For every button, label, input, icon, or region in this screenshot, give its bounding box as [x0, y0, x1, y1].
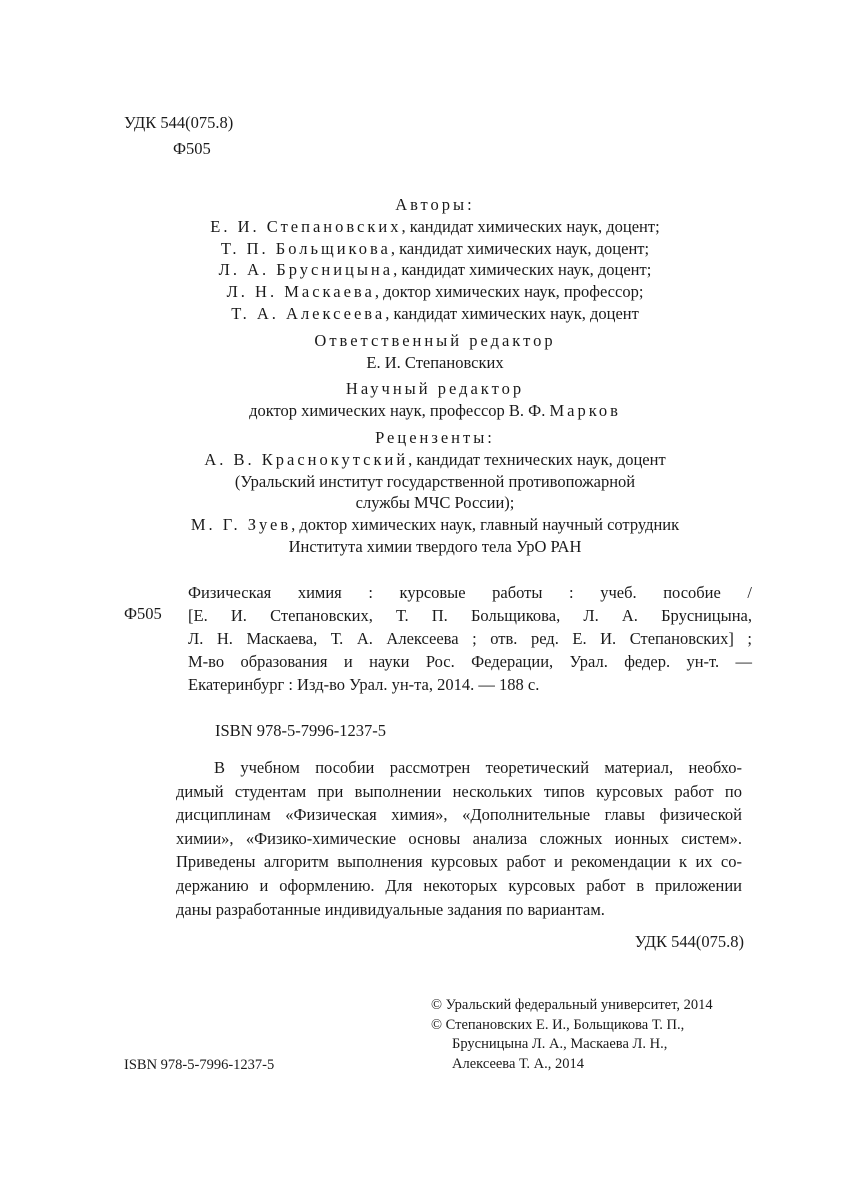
abstract	[176, 756, 742, 921]
udk-bottom: УДК 544(075.8)	[634, 932, 744, 951]
author-mark: Ф505	[173, 139, 211, 158]
author-line	[95, 259, 775, 281]
biblio-line: М-во образования и науки Рос. Федерации, Урал. федер. ун-т. —	[188, 652, 752, 671]
author-degree: , кандидат химических наук, доцент;	[401, 217, 660, 236]
author-line	[95, 238, 775, 260]
author-degree: , кандидат химических наук, доцент;	[390, 238, 650, 258]
author-degree: , доктор химических наук, профессор;	[374, 282, 644, 302]
reviewer-org: Института химии твердого тела УрО РАН	[288, 536, 582, 556]
reviewer-name: А. В. Краснокутский	[204, 449, 409, 469]
biblio-line: Л. Н. Маскаева, Т. А. Алексеева ; отв. ред. Е. И. Степановских] ;	[188, 629, 752, 648]
abstract-line: В учебном пособии рассмотрен теоретический материал, необхо-	[214, 758, 742, 777]
bibliographic-record	[124, 581, 752, 696]
copyright-line: © Уральский федеральный университет, 2014	[431, 997, 713, 1013]
biblio-line: Физическая химия : курсовые работы : учеб. пособие /	[188, 583, 752, 602]
author-line	[95, 216, 775, 238]
reviewer-degree: , доктор химических наук, главный научный сотрудник	[291, 515, 680, 535]
credits-block	[0, 194, 857, 557]
copyright-block	[431, 996, 713, 1074]
biblio-line: Екатеринбург : Изд-во Урал. ун-та, 2014. — 188 с.	[188, 675, 540, 694]
sci-editor-degree: доктор химических наук, профессор В. Ф.	[249, 401, 550, 421]
reviewer-org: (Уральский институт государственной противопожарной	[234, 471, 636, 491]
reviewer-line	[95, 514, 775, 536]
author-name: Е. И. Степановских	[210, 217, 402, 236]
reviewer-org: службы МЧС России);	[355, 493, 515, 513]
sci-editor-heading: Научный редактор	[345, 379, 525, 399]
author-name: Л. А. Брусницына	[218, 260, 394, 280]
udk-code: УДК 544(075.8)	[124, 113, 234, 132]
copyright-line: Брусницына Л. А., Маскаева Л. Н.,	[452, 1036, 668, 1052]
copyright-line: Алексеева Т. А., 2014	[452, 1055, 585, 1072]
reviewer-line	[95, 449, 775, 471]
isbn-bottom: ISBN 978-5-7996-1237-5	[124, 1057, 275, 1073]
sci-editor-name: Марков	[549, 401, 621, 421]
author-name: Т. А. Алексеева	[231, 303, 386, 323]
author-name: Т. П. Больщикова	[220, 238, 391, 258]
author-name: Л. Н. Маскаева	[226, 282, 375, 302]
authors-heading: Авторы:	[395, 195, 475, 214]
author-degree: , кандидат химических наук, доцент;	[393, 260, 652, 280]
author-line	[95, 281, 775, 303]
sci-editor-line	[95, 400, 775, 422]
abstract-line: даны разработанные индивидуальные задания по вариантам.	[176, 899, 605, 919]
reviewers-heading: Рецензенты:	[375, 427, 495, 447]
biblio-author-mark: Ф505	[124, 604, 162, 623]
biblio-line: [Е. И. Степановских, Т. П. Больщикова, Л. А. Брусницына,	[188, 606, 752, 625]
abstract-line: держанию и оформлению. Для некоторых курсовых работ в приложении	[176, 875, 742, 895]
copyright-line: © Степановских Е. И., Больщикова Т. П.,	[431, 1016, 685, 1033]
abstract-line: дисциплинам «Физическая химия», «Дополнительные главы физической	[176, 805, 742, 825]
reviewer-name: М. Г. Зуев	[190, 515, 292, 535]
resp-editor-heading: Ответственный редактор	[314, 330, 556, 350]
author-degree: , кандидат химических наук, доцент	[385, 303, 639, 323]
resp-editor-name: Е. И. Степановских	[366, 352, 504, 372]
abstract-line: химии», «Физико-химические основы анализа сложных ионных систем».	[176, 828, 742, 848]
udk-block	[124, 110, 233, 162]
reviewer-degree: , кандидат технических наук, доцент	[408, 449, 666, 469]
abstract-line: димый студентам при выполнении нескольких типов курсовых работ по	[176, 781, 742, 801]
author-line	[95, 303, 775, 325]
isbn-record: ISBN 978-5-7996-1237-5	[215, 721, 386, 740]
abstract-line: Приведены алгоритм выполнения курсовых работ и рекомендации к их со-	[176, 852, 742, 872]
